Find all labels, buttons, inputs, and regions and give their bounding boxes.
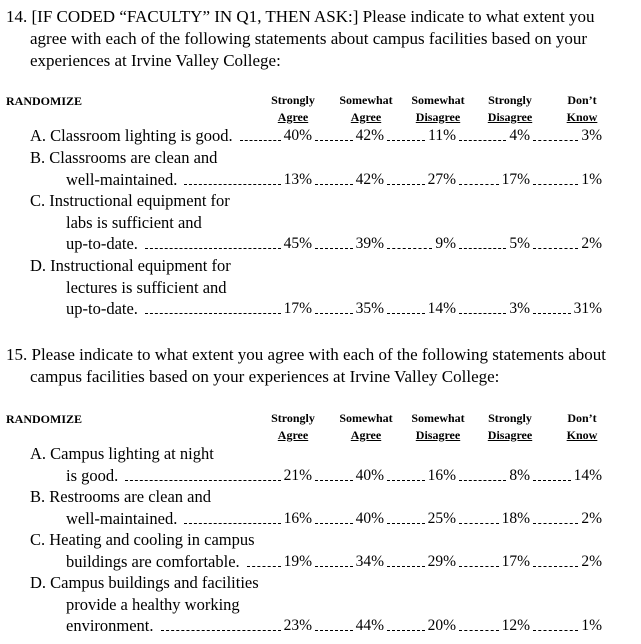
header-line: Strongly — [488, 93, 532, 107]
q14-item-2-value-2: 42% — [355, 170, 384, 188]
q15-item-1-line-2: is good. — [66, 465, 119, 485]
header-line-underlined: Disagree — [487, 428, 533, 442]
q14-item-3-value-1: 45% — [283, 235, 312, 252]
dotted-leader — [315, 480, 353, 481]
q14-title-line1: 14. [IF CODED “FACULTY” IN Q1, THEN ASK:] Please indicate to what extent you — [6, 7, 595, 26]
dotted-leader — [459, 630, 499, 631]
dotted-leader — [459, 248, 506, 249]
dotted-leader — [125, 480, 280, 481]
q14-item-1-value-4: 4% — [509, 127, 530, 144]
q15-title-line2: campus facilities based on your experiences at Irvine Valley College: — [30, 367, 500, 386]
dotted-leader — [387, 523, 425, 524]
q15-item-2-value-4: 18% — [501, 509, 530, 527]
q14-header-1 — [257, 92, 329, 126]
header-line: Don’t — [567, 93, 597, 107]
dotted-leader — [387, 140, 425, 141]
q15-item-2-value-2: 40% — [355, 509, 384, 527]
q14-item-3-value-5: 2% — [581, 235, 602, 252]
q14-item-4-line-3: up-to-date. — [66, 299, 138, 318]
header-line: Somewhat — [411, 411, 465, 425]
q15-randomize-label: RANDOMIZE — [6, 412, 83, 426]
q15-item-2-value-3: 25% — [427, 509, 456, 527]
dotted-leader — [315, 248, 353, 249]
header-line: Strongly — [271, 411, 315, 425]
dotted-leader — [459, 313, 506, 314]
q15-item-2-value-1: 16% — [283, 509, 312, 527]
q15-item-4-value-3: 20% — [427, 617, 456, 634]
dotted-leader — [533, 140, 578, 141]
dotted-leader — [315, 566, 353, 567]
dotted-leader — [315, 140, 353, 141]
q14-item-4-line-2: lectures is sufficient and — [66, 277, 227, 297]
q14-item-3-line-1: C. Instructional equipment for — [30, 191, 230, 210]
q15-item-1-value-1: 21% — [283, 466, 312, 484]
dotted-leader — [161, 630, 281, 631]
q14-randomize-label: RANDOMIZE — [6, 94, 83, 108]
dotted-leader — [533, 566, 578, 567]
q15-item-4-line-2: provide a healthy working — [66, 594, 240, 614]
dotted-leader — [387, 313, 425, 314]
q14-item-1-value-3: 11% — [428, 127, 456, 144]
header-line-underlined: Disagree — [487, 110, 533, 124]
q14-item-3-line-3: up-to-date. — [66, 234, 138, 253]
header-line-underlined: Disagree — [415, 110, 461, 124]
dotted-leader — [533, 480, 571, 481]
header-line: Somewhat — [339, 93, 393, 107]
q15-item-3-value-3: 29% — [427, 552, 456, 570]
q14-item-1-line-1: A. Classroom lighting is good. — [30, 126, 233, 145]
header-line-underlined: Agree — [350, 428, 382, 442]
header-line: Strongly — [271, 93, 315, 107]
dotted-leader — [184, 184, 280, 185]
dotted-leader — [533, 630, 578, 631]
q14-item-3-value-4: 5% — [509, 235, 530, 252]
q14-item-4-value-2: 35% — [355, 300, 384, 317]
q14-item-2-value-3: 27% — [427, 170, 456, 188]
dotted-leader — [184, 523, 280, 524]
q15-item-1-line-1: A. Campus lighting at night — [30, 444, 214, 463]
q15-item-4-value-1: 23% — [283, 617, 312, 634]
q14-item-1-value-2: 42% — [355, 127, 384, 144]
q15-item-2-value-5: 2% — [581, 509, 602, 527]
q15-item-3-line-1: C. Heating and cooling in campus — [30, 530, 255, 549]
q14-item-2-value-1: 13% — [283, 170, 312, 188]
q14-item-4-value-1: 17% — [283, 300, 312, 317]
q15-item-4-line-1: D. Campus buildings and facilities — [30, 573, 259, 592]
q15-item-4-line-3: environment. — [66, 616, 154, 635]
q14-item-3-value-3: 9% — [435, 235, 456, 252]
q15-item-1-value-4: 8% — [509, 466, 530, 484]
dotted-leader — [387, 248, 432, 249]
q15-item-3-value-2: 34% — [355, 552, 384, 570]
dotted-leader — [145, 313, 281, 314]
q14-item-2-line-1: B. Classrooms are clean and — [30, 148, 218, 167]
q14-item-2-line-2: well-maintained. — [66, 169, 178, 189]
q15-item-4-value-5: 1% — [581, 617, 602, 634]
q14-item-4-value-3: 14% — [427, 300, 456, 317]
q15-item-4-value-4: 12% — [501, 617, 530, 634]
dotted-leader — [459, 480, 506, 481]
q14-item-2-value-5: 1% — [581, 170, 602, 188]
dotted-leader — [240, 140, 281, 141]
dotted-leader — [533, 248, 578, 249]
q15-header-3 — [402, 410, 474, 444]
q15-header-5 — [546, 410, 618, 444]
q14-title-line3: experiences at Irvine Valley College: — [30, 51, 281, 70]
q14-header-2 — [330, 92, 402, 126]
q15-header-4 — [474, 410, 546, 444]
dotted-leader — [387, 480, 425, 481]
q14-item-4-value-5: 31% — [573, 300, 602, 317]
dotted-leader — [315, 184, 353, 185]
header-line-underlined: Agree — [277, 428, 309, 442]
dotted-leader — [387, 184, 425, 185]
dotted-leader — [387, 566, 425, 567]
q14-item-1-value-5: 3% — [581, 127, 602, 144]
dotted-leader — [315, 523, 353, 524]
q15-item-2-line-2: well-maintained. — [66, 508, 178, 528]
dotted-leader — [459, 184, 499, 185]
header-line: Somewhat — [411, 93, 465, 107]
q14-item-1-value-1: 40% — [283, 127, 312, 144]
dotted-leader — [387, 630, 425, 631]
dotted-leader — [145, 248, 281, 249]
header-line-underlined: Know — [566, 110, 598, 124]
q15-header-1 — [257, 410, 329, 444]
q15-item-4-value-2: 44% — [355, 617, 384, 634]
q15-item-3-value-1: 19% — [283, 552, 312, 570]
q14-item-3-value-2: 39% — [355, 235, 384, 252]
q15-title-line1: 15. Please indicate to what extent you agree with each of the following statements about — [6, 345, 607, 364]
q15-item-3-value-4: 17% — [501, 552, 530, 570]
dotted-leader — [459, 523, 499, 524]
dotted-leader — [315, 630, 353, 631]
dotted-leader — [533, 523, 578, 524]
header-line-underlined: Disagree — [415, 428, 461, 442]
dotted-leader — [533, 184, 578, 185]
q14-header-4 — [474, 92, 546, 126]
q15-item-3-value-5: 2% — [581, 552, 602, 570]
q14-title-line2: agree with each of the following statements about campus facilities based on your — [30, 29, 588, 48]
q15-item-1-value-3: 16% — [427, 466, 456, 484]
q14-item-4-line-1: D. Instructional equipment for — [30, 256, 231, 275]
q14-item-3-line-2: labs is sufficient and — [66, 212, 202, 232]
dotted-leader — [247, 566, 281, 567]
q15-item-3-line-2: buildings are comfortable. — [66, 551, 240, 571]
header-line-underlined: Know — [566, 428, 598, 442]
q14-header-5 — [546, 92, 618, 126]
header-line: Strongly — [488, 411, 532, 425]
header-line: Somewhat — [339, 411, 393, 425]
header-line-underlined: Agree — [350, 110, 382, 124]
dotted-leader — [459, 566, 499, 567]
dotted-leader — [315, 313, 353, 314]
q14-item-4-value-4: 3% — [509, 300, 530, 317]
q15-item-1-value-2: 40% — [355, 466, 384, 484]
q14-item-2-value-4: 17% — [501, 170, 530, 188]
dotted-leader — [459, 140, 506, 141]
header-line: Don’t — [567, 411, 597, 425]
q14-header-3 — [402, 92, 474, 126]
q15-item-1-value-5: 14% — [573, 466, 602, 484]
dotted-leader — [533, 313, 571, 314]
q15-item-2-line-1: B. Restrooms are clean and — [30, 487, 211, 506]
q15-header-2 — [330, 410, 402, 444]
header-line-underlined: Agree — [277, 110, 309, 124]
